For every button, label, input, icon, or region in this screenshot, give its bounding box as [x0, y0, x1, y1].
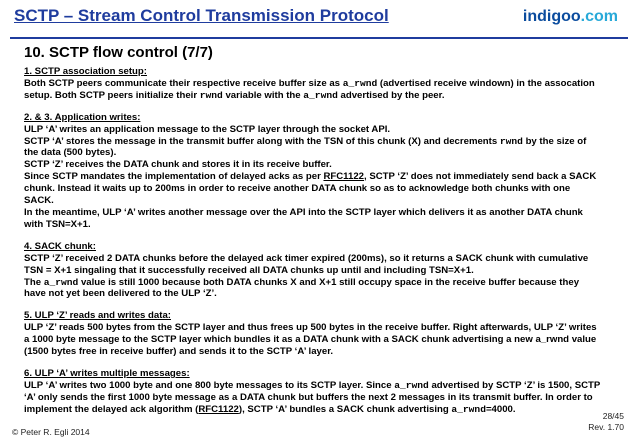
paragraph-delayed-ack: Since SCTP mandates the implementation of delayed acks as per RFC1122, SCTP ‘Z’ does not immediately send back a SACK chunk. Instead it waits up to 200ms in order to receive another DATA chunk so as to acknowledge both chunks with one SACK. [24, 171, 597, 207]
header-divider [10, 37, 628, 39]
revision-label: Rev. 1.70 [588, 422, 624, 432]
slide-title: 10. SCTP flow control (7/7) [24, 44, 213, 61]
section-heading-multiple-messages: 6. ULP ‘A’ writes multiple messages: [24, 367, 190, 379]
page-number: 28/45 [602, 411, 624, 421]
page-info [588, 411, 624, 433]
section-gap [24, 358, 624, 368]
brand-part-1: indigoo [522, 8, 581, 25]
header-title: SCTP – Stream Control Transmission Protocol [14, 6, 389, 25]
rfc1122-link[interactable]: RFC1122 [198, 403, 239, 415]
section-heading-ulp-z-reads: 5. ULP ‘Z’ reads and writes data: [24, 310, 171, 322]
section-heading-application-writes: 2. & 3. Application writes: [24, 111, 141, 123]
paragraph-ulp-z-reads: ULP ‘Z’ reads 500 bytes from the SCTP layer and thus frees up 500 bytes in the receive buffer. Right afterwards, ULP ‘Z’ writes a 1000 byte message to the SCTP layer which bundles it as a DATA chunk with a SACK chunk advertising a new a_rwnd value (1500 bytes free in receive buffer) and sends it to the SCTP ‘A’ layer. [24, 322, 597, 358]
paragraph-multiple-messages: ULP ‘A’ writes two 1000 byte and one 800 byte messages to its SCTP layer. Since a_rwnd advertised by SCTP ‘Z’ is 1500, SCTP ‘A’ only sends the first 1000 byte message as a DATA chunk but buffers the next 2 messages in its transmit buffer. In order to implement the delayed ack algorithm (RFC1122), SCTP ‘A’ bundles a SACK chunk advertising a_rwnd=4000. [24, 379, 601, 415]
paragraph-association-setup: Both SCTP peers communicate their respective receive buffer size as a_rwnd (advertised receive windown) in the assocation setup. Both SCTP peers initialize their rwnd variable with the a_rwnd advertised by the peer. [24, 77, 595, 101]
section-heading-sack-chunk: 4. SACK chunk: [24, 240, 96, 252]
paragraph-ulp-writes: ULP ‘A’ writes an application message to the SCTP layer through the socket API. [24, 123, 391, 135]
brand-logo [523, 8, 618, 26]
paragraph-sack-cumulative: SCTP ‘Z’ received 2 DATA chunks before the delayed ack timer expired (200ms), so it returns a SACK chunk with cumulative TSN = X+1 singaling that it successfully received all DATA chunks up until and including TSN=X+1. [24, 252, 589, 276]
copyright-notice: © Peter R. Egli 2014 [12, 427, 90, 437]
paragraph-arwnd-value: The a_rwnd value is still 1000 because both DATA chunks X and X+1 still occupy space in the receive buffer because they have not yet been delivered to the ULP ‘Z’. [24, 276, 580, 300]
section-heading-association-setup: 1. SCTP association setup: [24, 66, 147, 77]
brand-part-2: .com [580, 8, 618, 25]
slide-content [24, 66, 624, 416]
section-gap [24, 102, 624, 112]
paragraph-transmit-buffer: SCTP ‘A’ stores the message in the transmit buffer along with the TSN of this chunk (X) and decrements rwnd by the size of the data (500 bytes). [24, 135, 587, 159]
paragraph-second-message: In the meantime, ULP ‘A’ writes another message over the API into the SCTP layer which delivers it as another DATA chunk with TSN=X+1. [24, 206, 583, 230]
rfc1122-link[interactable]: RFC1122 [323, 171, 364, 183]
section-gap [24, 300, 624, 310]
slide-header [0, 0, 638, 40]
paragraph-receive-data: SCTP ‘Z’ receives the DATA chunk and stores it in its receive buffer. [24, 159, 332, 171]
section-gap [24, 231, 624, 241]
